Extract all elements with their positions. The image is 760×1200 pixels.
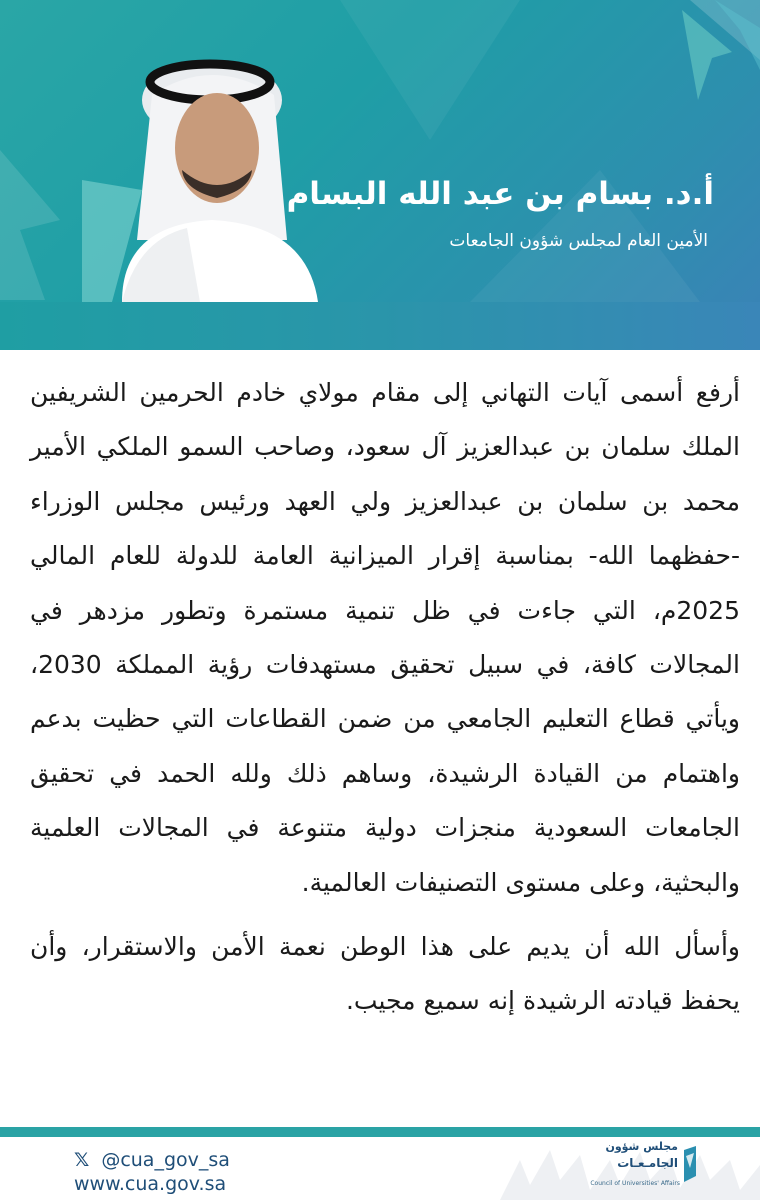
logo-line3: Council of Universities' Affairs (590, 1180, 680, 1187)
person-role: الأمين العام لمجلس شؤون الجامعات (449, 231, 708, 251)
person-name: أ.د. بسام بن عبد الله البسام (286, 176, 714, 212)
logo-mark-icon (682, 1146, 698, 1182)
portrait-photo (82, 40, 318, 302)
x-logo-icon: 𝕏 (74, 1149, 90, 1171)
social-handle[interactable] (74, 1149, 230, 1171)
header-banner (0, 0, 760, 350)
paragraph-main: أرفع أسمى آيات التهاني إلى مقام مولاي خادم الحرمين الشريفين الملك سلمان بن عبدالعزيز آل سعود، وصاحب السمو الملكي الأمير محمد بن سلمان بن عبدالعزيز ولي العهد ورئيس مجلس الوزراء -حفظهما الله- بمناسبة إقرار الميزانية العامة للدولة للعام المالي 2025م، التي جاءت في ظل تنمية مستمرة وتطور مزدهر في المجالات كافة، في سبيل تحقيق مستهدفات رؤية المملكة 2030، ويأتي قطاع التعليم الجامعي من ضمن القطاعات التي حظيت بدعم واهتمام من القيادة الرشيدة، وساهم ذلك ولله الحمد في تحقيق الجامعات السعودية منجزات دولية متنوعة في المجالات العلمية والبحثية، وعلى مستوى التصنيفات العالمية. (30, 378, 740, 897)
logo-line1: مجلس شؤون (605, 1140, 678, 1153)
person-icon (82, 40, 318, 302)
header-band (0, 302, 760, 350)
handle-text: @cua_gov_sa (101, 1149, 230, 1171)
paragraph-closing: وأسأل الله أن يديم على هذا الوطن نعمة الأمن والاستقرار، وأن يحفظ قيادته الرشيدة إنه سميع مجيب. (30, 932, 740, 1016)
statement-body (30, 366, 740, 1039)
council-logo (590, 1140, 700, 1198)
website-link[interactable]: www.cua.gov.sa (74, 1173, 227, 1195)
footer-divider (0, 1127, 760, 1137)
logo-line2: الجامـعـات (617, 1156, 678, 1170)
